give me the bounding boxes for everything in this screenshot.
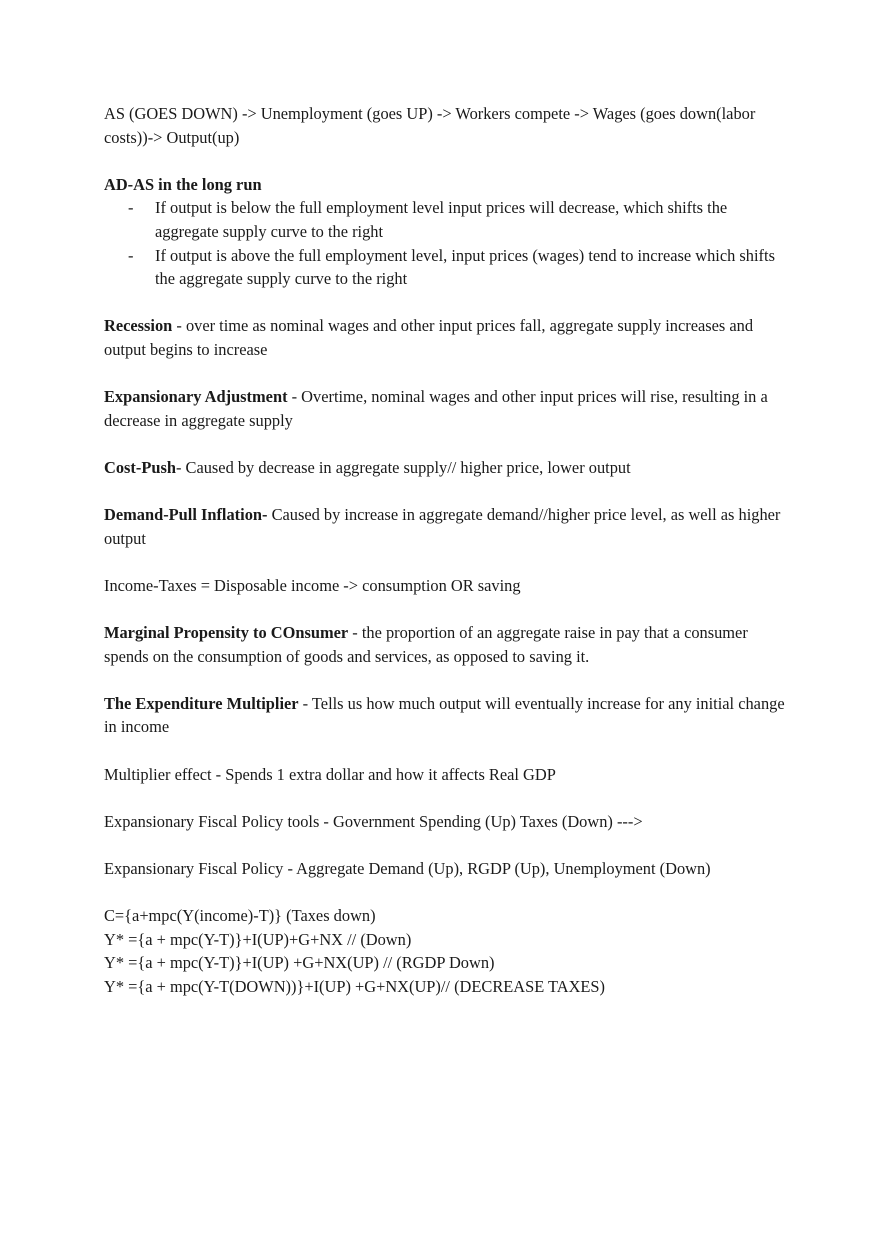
multiplier-paragraph xyxy=(104,692,794,739)
demand-pull-term: Demand-Pull Inflation- xyxy=(104,505,268,525)
income-taxes-paragraph: Income-Taxes = Disposable income -> consumption OR saving xyxy=(104,575,521,595)
formula-line: Y* ={a + mpc(Y-T(DOWN))}+I(UP) +G+NX(UP)// (DECREASE TAXES) xyxy=(104,976,605,996)
adas-heading: AD-AS in the long run xyxy=(104,174,262,194)
list-item xyxy=(104,244,794,291)
formula-line: Y* ={a + mpc(Y-T)}+I(UP) +G+NX(UP) // (RGDP Down) xyxy=(104,953,495,973)
bullet-text: If output is above the full employment level, input prices (wages) tend to increase which shifts the aggregate supply curve to the right xyxy=(155,245,775,289)
mpc-term: Marginal Propensity to COnsumer xyxy=(104,623,349,643)
recession-term: Recession xyxy=(104,316,173,336)
fiscal-tools-paragraph: Expansionary Fiscal Policy tools - Government Spending (Up) Taxes (Down) ---> xyxy=(104,811,643,831)
expansionary-adjustment-definition: - Overtime, nominal wages and other input prices will rise, resulting in a decrease in aggregate supply xyxy=(104,387,768,430)
demand-pull-definition: Caused by increase in aggregate demand//higher price level, as well as higher output xyxy=(104,505,781,548)
formula-line: Y* ={a + mpc(Y-T)}+I(UP)+G+NX // (Down) xyxy=(104,929,412,949)
bullet-dash: - xyxy=(128,245,134,265)
bullet-dash: - xyxy=(128,198,134,218)
multiplier-definition: - Tells us how much output will eventually increase for any initial change in income xyxy=(104,693,785,737)
cost-push-paragraph xyxy=(104,456,794,480)
multiplier-term: The Expenditure Multiplier xyxy=(104,693,299,713)
formula-block xyxy=(104,904,794,998)
recession-paragraph xyxy=(104,314,794,361)
cost-push-term: Cost-Push xyxy=(104,457,176,477)
intro-paragraph: AS (GOES DOWN) -> Unemployment (goes UP) -> Workers compete -> Wages (goes down(labor costs))-> Output(up) xyxy=(104,104,756,147)
mpc-paragraph xyxy=(104,621,794,668)
mpc-definition: - the proportion of an aggregate raise in pay that a consumer spends on the consumption of goods and services, as opposed to saving it. xyxy=(104,623,748,666)
list-item xyxy=(104,196,794,243)
fiscal-policy-paragraph: Expansionary Fiscal Policy - Aggregate Demand (Up), RGDP (Up), Unemployment (Down) xyxy=(104,859,711,878)
bullet-text: If output is below the full employment level input prices will decrease, which shifts the aggregate supply curve to the right xyxy=(155,198,728,241)
document-page xyxy=(104,102,794,999)
formula-line: C={a+mpc(Y(income)-T)} (Taxes down) xyxy=(104,906,376,926)
recession-definition: - over time as nominal wages and other input prices fall, aggregate supply increases and output begins to increase xyxy=(104,316,754,359)
expansionary-adjustment-term: Expansionary Adjustment xyxy=(104,387,288,407)
multiplier-effect-paragraph: Multiplier effect - Spends 1 extra dollar and how it affects Real GDP xyxy=(104,764,556,784)
expansionary-adjustment-paragraph xyxy=(104,385,794,432)
adas-bullet-list xyxy=(104,196,794,290)
cost-push-definition: - Caused by decrease in aggregate supply// higher price, lower output xyxy=(175,457,631,477)
demand-pull-paragraph xyxy=(104,503,794,550)
